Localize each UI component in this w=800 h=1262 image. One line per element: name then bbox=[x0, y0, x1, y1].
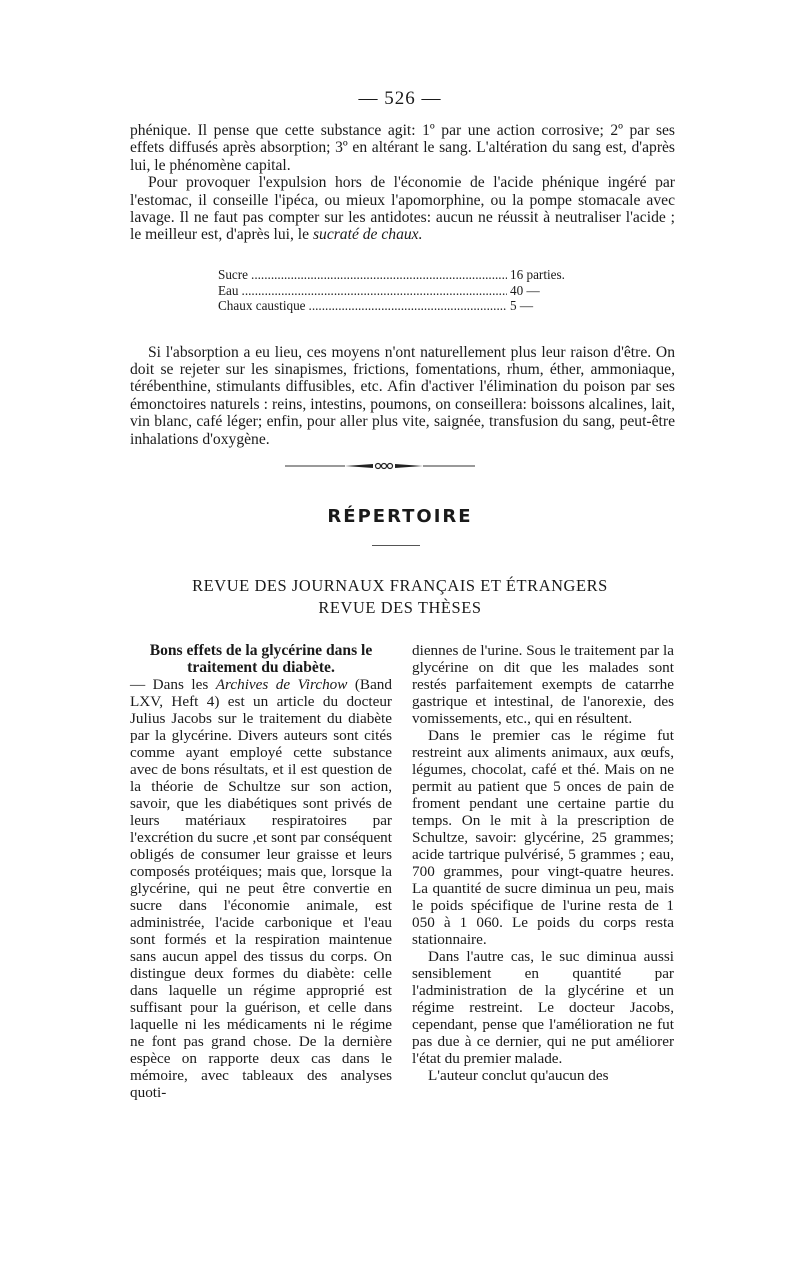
recipe-list bbox=[218, 267, 598, 314]
article-text: — Dans les bbox=[130, 676, 209, 693]
subtitle-journals: REVUE DES JOURNAUX FRANÇAIS ET ÉTRANGERS bbox=[192, 576, 608, 595]
recipe-leader-dots bbox=[309, 298, 507, 314]
intro-paragraph-2-text: Pour provoquer l'expulsion hors de l'économie de l'acide phénique ingéré par l'estomac, il conseille l'ipéca, ou mieux l'apomorphine, ou la pompe stomacale avec lavage. Il ne faut pas compter sur les antidotes: aucun ne réussit à neutraliser l'acide ; le meilleur est, d'après lui, le bbox=[130, 174, 675, 244]
recipe-leader-dots bbox=[251, 267, 507, 283]
page-number: — 526 — bbox=[358, 88, 442, 109]
recipe-ingredient: Sucre bbox=[218, 267, 249, 282]
article-column-left bbox=[130, 642, 392, 1101]
article-text: (Band LXV, Heft 4) est un article du docteur Julius Jacobs sur le traitement du diabète par la glycérine. Divers auteurs sont cités comme ayant employé cette substance avec de bons résultats, et il est question de la théorie de Schultze sur son action, savoir, que les diabétiques sont privés de leurs matériaux respiratoires par l'excrétion du sucre ,et sont par conséquent obligés de consumer leur graisse et leurs composés protéiques; mais que, lorsque la glycérine, qui ne peut être convertie en sucre dans l'économie animale, est administrée, l'acide carbonique et l'eau sont formés et la respiration maintenue sans aucun appel des tissus du corps. On distingue deux formes du diabète: celle dans laquelle un régime approprié est suffisant pour la guérison, et celle dans laquelle ni les médicaments ni le régime ne font pas grand chose. De la dernière espèce on rapporte deux cas dans le mémoire, avec tableaux des analyses quoti- bbox=[130, 676, 392, 1101]
article-paragraph: L'auteur conclut qu'aucun des bbox=[428, 1067, 609, 1084]
recipe-ingredient: Chaux caustique bbox=[218, 298, 306, 313]
intro-paragraph-1: phénique. Il pense que cette substance agit: 1º par une action corrosive; 2º par ses effets diffusés après absorption; 3º en altérant le sang. L'altération du sang est, d'après lui, le phénomène capital. bbox=[130, 122, 675, 174]
intro-text bbox=[130, 122, 675, 244]
article-source: Archives de Virchow bbox=[215, 676, 348, 693]
recipe-quantity: 5 — bbox=[510, 298, 534, 313]
article-heading: Bons effets de la glycérine dans le traitement du diabète. bbox=[149, 642, 373, 676]
article-paragraph: diennes de l'urine. Sous le traitement par la glycérine on dit que les malades sont restés parfaitement exempts de catarrhe gastrique et intestinal, de l'anorexie, des vomissements, etc., qui en résultent. bbox=[412, 642, 674, 727]
article-paragraph: Dans le premier cas le régime fut restreint aux aliments animaux, aux œufs, légumes, chocolat, café et thé. Mais on ne permit au patient que 5 onces de pain de froment pendant une certaine partie du temps. On le mit à la prescription de Schultze, savoir: glycérine, 25 grammes; acide tartrique pulvérisé, 5 grammes ; eau, 700 grammes, pour vingt-quatre heures. La quantité de sucre diminua un peu, mais le poids spécifique de l'urine resta de 1 050 à 1 060. Le poids du corps resta stationnaire. bbox=[412, 727, 674, 948]
article-column-right bbox=[412, 642, 674, 1084]
article-paragraph bbox=[130, 642, 392, 1101]
recipe-row bbox=[218, 298, 598, 314]
recipe-leader-dots bbox=[242, 283, 507, 299]
recipe-quantity: 16 parties. bbox=[510, 267, 565, 282]
intro-paragraph-2-emphasis: sucraté de chaux. bbox=[312, 226, 423, 244]
subtitle-theses: REVUE DES THÈSES bbox=[318, 598, 482, 617]
intro-paragraph-3: Si l'absorption a eu lieu, ces moyens n'ont naturellement plus leur raison d'être. On doit se rejeter sur les sinapismes, frictions, fomentations, rhum, éther, ammoniaque, térébenthine, stimulants diffusibles, etc. Afin d'activer l'élimination du poison par ses émonctoires naturels : reins, intestins, poumons, on conseillera: boissons alcalines, lait, vin blanc, café léger; enfin, pour aller plus vite, saignée, transfusion du sang, peut-être inhalations d'oxygène. bbox=[130, 343, 675, 448]
recipe-quantity: 40 — bbox=[510, 282, 540, 298]
section-title: RÉPERTOIRE bbox=[327, 506, 473, 527]
ornament-divider bbox=[285, 462, 475, 470]
recipe-row bbox=[218, 267, 598, 283]
article-paragraph: Dans l'autre cas, le suc diminua aussi sensiblement en quantité par l'administration de la glycérine et un régime restreint. Le docteur Jacobs, cependant, pense que l'amélioration ne fut pas due à ce dernier, qui ne put améliorer l'état du premier malade. bbox=[412, 948, 674, 1067]
intro-paragraph-2 bbox=[130, 174, 675, 244]
short-rule bbox=[372, 545, 420, 546]
recipe-row bbox=[218, 283, 598, 299]
recipe-ingredient: Eau bbox=[218, 282, 239, 298]
